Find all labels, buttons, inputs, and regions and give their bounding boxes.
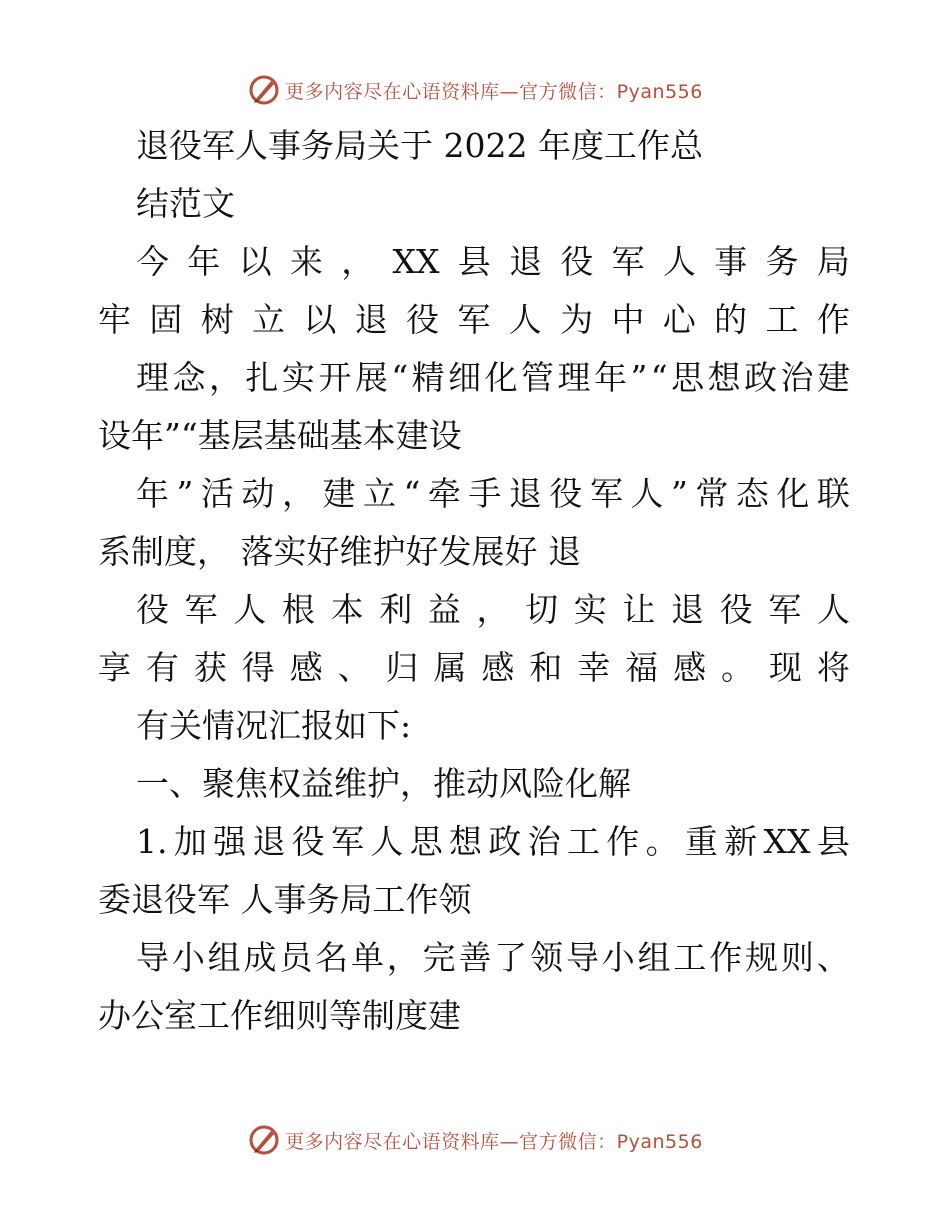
glyph: 规 bbox=[745, 938, 779, 977]
glyph: 则 bbox=[780, 938, 814, 977]
body-line bbox=[136, 590, 850, 630]
pen-logo-icon bbox=[247, 73, 281, 107]
glyph: “ bbox=[650, 358, 668, 397]
glyph: 作 bbox=[709, 938, 743, 977]
glyph: 年 bbox=[187, 242, 221, 281]
glyph: “ bbox=[403, 474, 421, 513]
glyph: 退 bbox=[354, 300, 388, 339]
glyph: 军 bbox=[457, 300, 491, 339]
glyph: 牢 bbox=[98, 300, 131, 339]
glyph: 员 bbox=[279, 938, 313, 977]
body-line: 办公室工作细则等制度建 bbox=[98, 996, 461, 1035]
glyph: 局 bbox=[816, 242, 850, 281]
glyph: 切 bbox=[525, 590, 559, 629]
glyph: 以 bbox=[238, 242, 272, 281]
glyph: XX bbox=[392, 242, 440, 281]
body-line: 系制度， 落实好维护好发展好 退 bbox=[98, 532, 581, 571]
glyph: 役 bbox=[549, 474, 583, 513]
glyph: 、 bbox=[337, 648, 371, 687]
glyph: XX bbox=[763, 822, 811, 861]
glyph: 。 bbox=[645, 822, 679, 861]
glyph: 军 bbox=[611, 242, 645, 281]
glyph: 得 bbox=[241, 648, 275, 687]
glyph: 手 bbox=[468, 474, 502, 513]
section-heading: 一、聚焦权益维护，推动风险化解 bbox=[136, 764, 631, 803]
body-line bbox=[136, 242, 850, 282]
glyph: 作 bbox=[606, 822, 640, 861]
glyph: 根 bbox=[281, 590, 315, 629]
glyph: ， bbox=[281, 474, 315, 513]
glyph: 以 bbox=[303, 300, 337, 339]
glyph: 导 bbox=[565, 938, 599, 977]
glyph: 现 bbox=[768, 648, 802, 687]
glyph: 感 bbox=[289, 648, 323, 687]
body-line bbox=[136, 938, 850, 978]
glyph: 本 bbox=[330, 590, 364, 629]
doc-title-line-1: 退役军人事务局关于 2022 年度工作总 bbox=[136, 126, 703, 165]
glyph: 念 bbox=[172, 358, 206, 397]
glyph: 役 bbox=[136, 590, 169, 629]
glyph: 务 bbox=[765, 242, 799, 281]
glyph: 小 bbox=[601, 938, 635, 977]
glyph: 享 bbox=[98, 648, 131, 687]
glyph: 退 bbox=[252, 822, 286, 861]
glyph: 领 bbox=[530, 938, 564, 977]
watermark-text: 更多内容尽在心语资料库—官方微信：Pyan556 bbox=[285, 80, 703, 103]
glyph: ” bbox=[176, 474, 194, 513]
watermark-footer bbox=[0, 1120, 950, 1160]
glyph: 事 bbox=[714, 242, 748, 281]
glyph: 年 bbox=[136, 474, 169, 513]
glyph: 政 bbox=[488, 822, 522, 861]
glyph: 将 bbox=[816, 648, 850, 687]
glyph: 立 bbox=[252, 300, 286, 339]
glyph: 扎 bbox=[245, 358, 279, 397]
glyph: 小 bbox=[171, 938, 205, 977]
glyph: 军 bbox=[768, 590, 802, 629]
glyph: 利 bbox=[379, 590, 413, 629]
body-line bbox=[136, 822, 850, 862]
glyph: 心 bbox=[662, 300, 696, 339]
glyph: 强 bbox=[213, 822, 247, 861]
glyph: 今 bbox=[136, 242, 169, 281]
glyph: 管 bbox=[521, 358, 555, 397]
glyph: 完 bbox=[422, 938, 456, 977]
glyph: 理 bbox=[136, 358, 169, 397]
glyph: 益 bbox=[427, 590, 461, 629]
glyph: 常 bbox=[695, 474, 729, 513]
body-line: 委退役军 人事务局工作领 bbox=[98, 880, 472, 919]
glyph: 理 bbox=[557, 358, 591, 397]
body-line bbox=[136, 358, 850, 398]
glyph: 态 bbox=[735, 474, 769, 513]
glyph: 善 bbox=[458, 938, 492, 977]
glyph: 工 bbox=[765, 300, 799, 339]
glyph: “ bbox=[391, 358, 409, 397]
body-line bbox=[136, 474, 850, 514]
glyph: 动 bbox=[241, 474, 275, 513]
glyph: 役 bbox=[406, 300, 440, 339]
glyph: 化 bbox=[776, 474, 810, 513]
glyph: 治 bbox=[527, 822, 561, 861]
glyph: 立 bbox=[362, 474, 396, 513]
glyph: 化 bbox=[484, 358, 518, 397]
glyph: 人 bbox=[233, 590, 267, 629]
glyph: 军 bbox=[331, 822, 365, 861]
glyph: 治 bbox=[780, 358, 814, 397]
glyph: 属 bbox=[433, 648, 467, 687]
glyph: 新 bbox=[724, 822, 758, 861]
glyph: 役 bbox=[291, 822, 325, 861]
body-line: 有关情况汇报如下: bbox=[136, 706, 412, 745]
glyph: 人 bbox=[816, 590, 850, 629]
glyph: 思 bbox=[409, 822, 443, 861]
glyph: 归 bbox=[385, 648, 419, 687]
glyph: 作 bbox=[816, 300, 850, 339]
glyph: 让 bbox=[622, 590, 656, 629]
glyph: 开 bbox=[318, 358, 352, 397]
glyph: ， bbox=[341, 242, 375, 281]
glyph: 重 bbox=[684, 822, 718, 861]
glyph: 导 bbox=[136, 938, 169, 977]
glyph: 想 bbox=[449, 822, 482, 861]
glyph: ” bbox=[670, 474, 688, 513]
body-line bbox=[98, 648, 850, 688]
glyph: 福 bbox=[625, 648, 659, 687]
watermark-header bbox=[0, 70, 950, 110]
glyph: 获 bbox=[193, 648, 227, 687]
glyph: 军 bbox=[184, 590, 218, 629]
glyph: 幸 bbox=[577, 648, 611, 687]
glyph: 牵 bbox=[427, 474, 461, 513]
glyph: 退 bbox=[509, 242, 543, 281]
glyph: ， bbox=[386, 938, 420, 977]
glyph: 役 bbox=[719, 590, 753, 629]
glyph: 县 bbox=[816, 822, 850, 861]
body-line bbox=[98, 300, 850, 340]
glyph: 固 bbox=[149, 300, 183, 339]
glyph: 县 bbox=[457, 242, 491, 281]
glyph: 役 bbox=[560, 242, 594, 281]
glyph: 想 bbox=[707, 358, 741, 397]
glyph: 、 bbox=[816, 938, 850, 977]
glyph: 人 bbox=[662, 242, 696, 281]
glyph: 思 bbox=[671, 358, 705, 397]
glyph: 和 bbox=[529, 648, 563, 687]
glyph: 建 bbox=[322, 474, 356, 513]
glyph: 组 bbox=[207, 938, 241, 977]
watermark-text: 更多内容尽在心语资料库—官方微信：Pyan556 bbox=[285, 1130, 703, 1153]
glyph: 有 bbox=[145, 648, 179, 687]
glyph: 政 bbox=[744, 358, 778, 397]
glyph: 展 bbox=[354, 358, 388, 397]
glyph: 精 bbox=[411, 358, 445, 397]
glyph: 细 bbox=[448, 358, 482, 397]
glyph: 实 bbox=[573, 590, 607, 629]
glyph: 退 bbox=[508, 474, 542, 513]
glyph: 来 bbox=[289, 242, 323, 281]
glyph: 为 bbox=[560, 300, 594, 339]
glyph: ， bbox=[476, 590, 510, 629]
glyph: 1. bbox=[136, 822, 168, 861]
glyph: ” bbox=[630, 358, 648, 397]
glyph: 军 bbox=[589, 474, 623, 513]
doc-title-line-2: 结范文 bbox=[136, 184, 235, 223]
glyph: 实 bbox=[281, 358, 315, 397]
glyph: 建 bbox=[817, 358, 850, 397]
glyph: 感 bbox=[673, 648, 707, 687]
glyph: 人 bbox=[370, 822, 404, 861]
glyph: 的 bbox=[714, 300, 748, 339]
glyph: ， bbox=[208, 358, 242, 397]
pen-logo-icon bbox=[247, 1123, 281, 1157]
glyph: 工 bbox=[673, 938, 707, 977]
glyph: 退 bbox=[671, 590, 705, 629]
glyph: 名 bbox=[315, 938, 349, 977]
glyph: 人 bbox=[630, 474, 664, 513]
glyph: 组 bbox=[637, 938, 671, 977]
glyph: 感 bbox=[481, 648, 515, 687]
glyph: 年 bbox=[593, 358, 627, 397]
glyph: 活 bbox=[200, 474, 234, 513]
glyph: 了 bbox=[494, 938, 528, 977]
glyph: 中 bbox=[611, 300, 645, 339]
glyph: 人 bbox=[508, 300, 542, 339]
glyph: 成 bbox=[243, 938, 277, 977]
glyph: 工 bbox=[566, 822, 600, 861]
body-line: 设年”“基层基础基本建设 bbox=[98, 416, 462, 455]
glyph: 加 bbox=[173, 822, 207, 861]
glyph: 。 bbox=[720, 648, 754, 687]
glyph: 单 bbox=[350, 938, 384, 977]
glyph: 树 bbox=[200, 300, 234, 339]
glyph: 联 bbox=[816, 474, 850, 513]
